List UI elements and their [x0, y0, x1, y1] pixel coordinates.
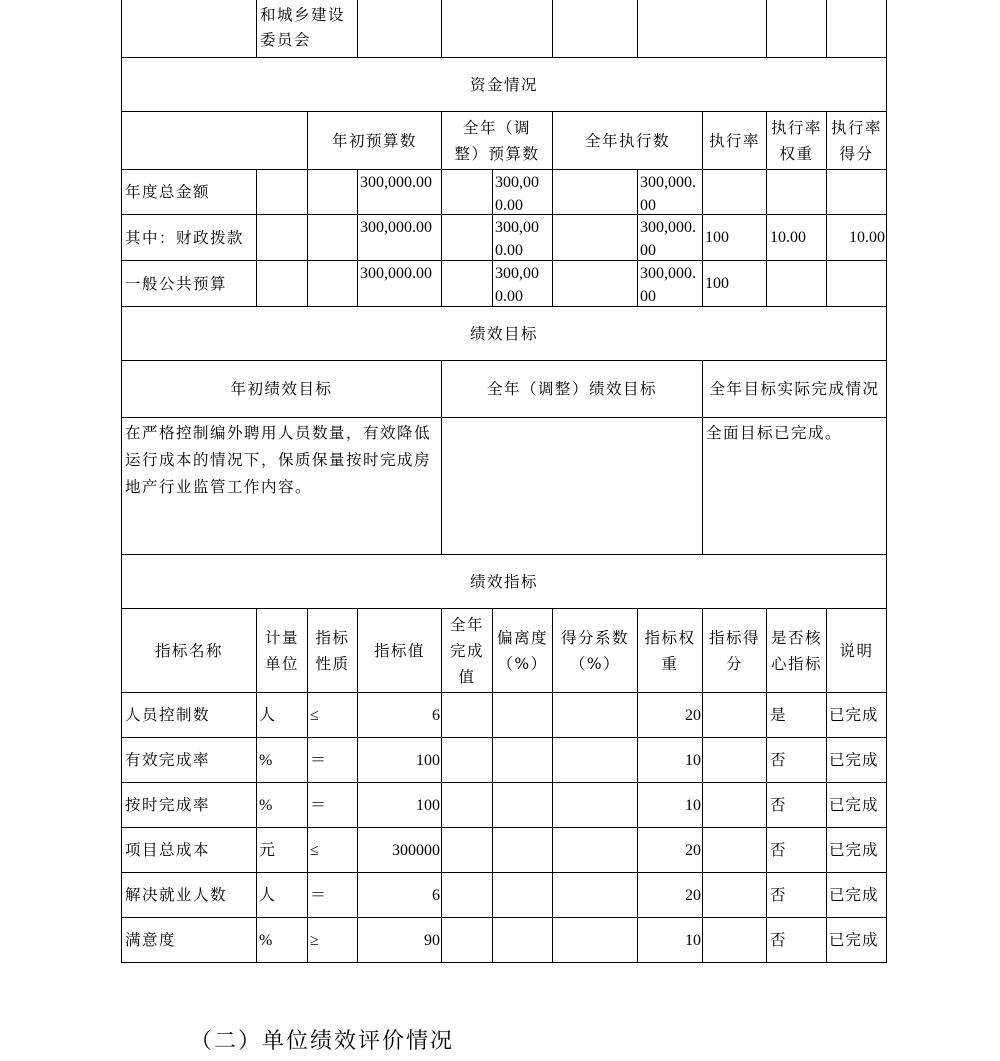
indicator-header-1-text: 计量单位: [264, 628, 299, 673]
indicator-name: [121, 827, 257, 873]
fund-rate-text: 100: [705, 229, 729, 246]
indicator-weight-text: 10: [685, 931, 701, 949]
fund-row-blank: [441, 260, 493, 307]
header-exec-score-text: 执行率得分: [830, 118, 882, 163]
indicator-completed: [441, 692, 493, 738]
indicator-weight-text: 10: [685, 751, 701, 769]
indicator-nature-text: ≤: [310, 706, 319, 724]
indicator-note-text: 已完成: [829, 841, 879, 859]
fund-weight-text: 10.00: [770, 229, 806, 246]
indicator-weight: [637, 872, 703, 918]
indicator-coefficient: [552, 692, 638, 738]
indicator-header-9-text: 是否核心指标: [770, 628, 822, 673]
indicator-core-text: 否: [770, 751, 788, 769]
indicator-value: [357, 782, 442, 828]
indicator-nature: [307, 872, 358, 918]
header-initial-budget: [307, 111, 442, 170]
top-cell-2: [357, 0, 442, 58]
goals-section-title: [121, 306, 887, 361]
indicator-weight: [637, 692, 703, 738]
indicator-unit: [256, 737, 308, 783]
indicator-value-text: 100: [416, 796, 440, 814]
fund-row-label: [121, 260, 257, 307]
fund-score-text: 10.00: [849, 229, 885, 246]
indicator-name-text: 满意度: [125, 931, 177, 949]
indicator-score: [702, 737, 767, 783]
fund-row-blank: [552, 260, 638, 307]
fund-row-label-text: 年度总金额: [125, 183, 211, 201]
indicator-weight-text: 20: [685, 886, 701, 904]
indicator-header-1: [256, 608, 308, 693]
goals-header-adjusted: [441, 360, 703, 418]
goals-adjusted-text: [441, 417, 703, 555]
indicator-completed: [441, 737, 493, 783]
fund-row-blank: [441, 169, 493, 215]
fund-row-blank: [307, 260, 358, 307]
indicator-unit-text: 人: [259, 706, 276, 724]
indicator-unit: [256, 872, 308, 918]
fund-rate: [702, 169, 767, 215]
indicator-header-5-text: 偏离度（%）: [496, 628, 548, 673]
fund-executed-text: 300,000.00: [640, 174, 696, 214]
indicator-header-0-text: 指标名称: [154, 641, 223, 660]
indicator-name-text: 项目总成本: [125, 841, 211, 859]
indicator-unit-text: 人: [259, 886, 276, 904]
goals-header-actual: [702, 360, 887, 418]
indicator-header-7: [637, 608, 703, 693]
indicator-header-6-text: 得分系数（%）: [560, 628, 629, 673]
indicator-nature: [307, 692, 358, 738]
indicator-unit-text: %: [259, 796, 273, 814]
header-exec-rate-text: 执行率: [708, 131, 760, 150]
indicator-value-text: 6: [432, 886, 440, 904]
indicator-note-text: 已完成: [829, 931, 879, 949]
indicator-header-0: [121, 608, 257, 693]
top-cell-0: [121, 0, 257, 58]
fund-initial-text: 300,000.00: [360, 265, 432, 282]
fund-executed: [637, 214, 703, 261]
fund-weight: [766, 214, 827, 261]
section-heading: （二）单位绩效评价情况: [190, 1029, 455, 1054]
top-cell-5: [637, 0, 767, 58]
indicator-value-text: 90: [424, 931, 440, 949]
fund-rate: [702, 260, 767, 307]
indicator-score: [702, 827, 767, 873]
indicator-unit: [256, 917, 308, 963]
header-exec-weight-text: 执行率权重: [770, 118, 822, 163]
indicator-note: [826, 917, 887, 963]
indicator-name-text: 按时完成率: [125, 796, 211, 814]
indicator-deviation: [492, 827, 553, 873]
fund-row-blank: [552, 214, 638, 261]
indicator-name: [121, 737, 257, 783]
indicator-value-text: 6: [432, 706, 440, 724]
fund-row-blank: [307, 214, 358, 261]
indicator-weight-text: 10: [685, 796, 701, 814]
indicator-note-text: 已完成: [829, 751, 879, 769]
indicator-header-4: [441, 608, 493, 693]
indicator-nature-text: ＝: [310, 751, 327, 769]
indicator-note: [826, 827, 887, 873]
indicator-coefficient: [552, 782, 638, 828]
indicators-section-title-text: 绩效指标: [469, 572, 538, 591]
goals-actual-text-text: 全面目标已完成。: [706, 424, 843, 442]
indicator-score: [702, 692, 767, 738]
fund-adjusted: [492, 169, 553, 215]
fund-row-blank: [441, 214, 493, 261]
indicator-header-3: [357, 608, 442, 693]
fund-executed-text: 300,000.00: [640, 219, 696, 259]
indicator-nature: [307, 737, 358, 783]
indicator-completed: [441, 827, 493, 873]
indicator-header-7-text: 指标权重: [644, 628, 696, 673]
fund-initial-text: 300,000.00: [360, 174, 432, 191]
fund-adjusted-text: 300,000.00: [495, 219, 539, 259]
top-cell-6: [766, 0, 827, 58]
fund-row-label-text: 其中：财政拨款: [125, 228, 245, 247]
dept-name-cell-text: 和城乡建设委员会: [260, 6, 346, 49]
indicator-weight-text: 20: [685, 706, 701, 724]
indicator-value-text: 100: [416, 751, 440, 769]
indicator-unit-text: %: [259, 931, 273, 949]
indicator-header-3-text: 指标值: [373, 641, 425, 660]
fund-weight: [766, 169, 827, 215]
header-exec-weight: [766, 111, 827, 170]
indicator-note-text: 已完成: [829, 886, 879, 904]
header-exec-rate: [702, 111, 767, 170]
goals-initial-text: [121, 417, 442, 555]
indicator-header-6: [552, 608, 638, 693]
top-cell-3: [441, 0, 553, 58]
indicator-core: [766, 737, 827, 783]
top-cell-4: [552, 0, 638, 58]
indicator-name: [121, 872, 257, 918]
indicator-nature-text: ＝: [310, 886, 327, 904]
dept-name-cell: [256, 0, 358, 58]
indicator-core: [766, 782, 827, 828]
indicator-header-2: [307, 608, 358, 693]
indicator-coefficient: [552, 872, 638, 918]
indicator-name-text: 解决就业人数: [125, 886, 228, 904]
indicator-nature-text: ≤: [310, 841, 319, 859]
indicator-name: [121, 692, 257, 738]
indicator-score: [702, 917, 767, 963]
fund-row-blank: [256, 169, 308, 215]
header-adjusted-budget: [441, 111, 553, 170]
indicator-header-4-text: 全年完成值: [449, 615, 484, 686]
fund-initial: [357, 214, 442, 261]
funds-section-title-text: 资金情况: [469, 75, 538, 94]
fund-rate-text: 100: [705, 275, 729, 292]
fund-initial: [357, 169, 442, 215]
fund-row-label-text: 一般公共预算: [125, 274, 228, 293]
indicator-note: [826, 692, 887, 738]
header-executed: [552, 111, 703, 170]
fund-row-blank: [256, 260, 308, 307]
indicator-weight: [637, 737, 703, 783]
indicator-value: [357, 872, 442, 918]
indicator-deviation: [492, 737, 553, 783]
goals-header-actual-text: 全年目标实际完成情况: [709, 379, 880, 398]
indicator-weight: [637, 827, 703, 873]
fund-row-label: [121, 214, 257, 261]
indicator-unit-text: 元: [259, 841, 276, 859]
indicator-name: [121, 917, 257, 963]
indicator-weight: [637, 917, 703, 963]
fund-row-label: [121, 169, 257, 215]
top-cell-7: [826, 0, 887, 58]
indicator-weight-text: 20: [685, 841, 701, 859]
fund-initial-text: 300,000.00: [360, 219, 432, 236]
fund-adjusted: [492, 260, 553, 307]
indicator-completed: [441, 782, 493, 828]
indicator-nature: [307, 782, 358, 828]
fund-executed: [637, 169, 703, 215]
fund-adjusted: [492, 214, 553, 261]
indicator-coefficient: [552, 737, 638, 783]
fund-score: [826, 214, 887, 261]
indicator-note: [826, 782, 887, 828]
indicator-header-8: [702, 608, 767, 693]
goals-section-title-text: 绩效目标: [469, 324, 538, 343]
indicator-deviation: [492, 692, 553, 738]
indicator-score: [702, 782, 767, 828]
indicator-header-2-text: 指标性质: [315, 628, 350, 673]
indicator-deviation: [492, 917, 553, 963]
indicator-value: [357, 737, 442, 783]
fund-weight: [766, 260, 827, 307]
indicator-note-text: 已完成: [829, 706, 879, 724]
indicator-coefficient: [552, 917, 638, 963]
indicator-unit-text: %: [259, 751, 273, 769]
fund-rate: [702, 214, 767, 261]
indicator-core-text: 否: [770, 931, 788, 949]
indicator-weight: [637, 782, 703, 828]
indicator-completed: [441, 872, 493, 918]
goals-header-initial: [121, 360, 442, 418]
goals-header-adjusted-text: 全年（调整）绩效目标: [486, 380, 657, 398]
indicator-name: [121, 782, 257, 828]
funds-header-blank: [121, 111, 308, 170]
funds-section-title: [121, 57, 887, 112]
indicator-coefficient: [552, 827, 638, 873]
indicator-value: [357, 827, 442, 873]
fund-row-blank: [552, 169, 638, 215]
indicator-note-text: 已完成: [829, 796, 879, 814]
goals-initial-text-text: 在严格控制编外聘用人员数量，有效降低运行成本的情况下，保质保量按时完成房地产行业监管工作内容。: [125, 424, 432, 496]
indicator-unit: [256, 827, 308, 873]
fund-executed-text: 300,000.00: [640, 265, 696, 305]
indicator-name-text: 人员控制数: [125, 706, 211, 724]
header-executed-text: 全年执行数: [584, 131, 670, 150]
indicator-header-8-text: 指标得分: [708, 628, 760, 673]
fund-executed: [637, 260, 703, 307]
fund-score: [826, 169, 887, 215]
indicator-core: [766, 917, 827, 963]
indicator-core: [766, 692, 827, 738]
indicator-value: [357, 692, 442, 738]
indicator-core-text: 是: [770, 706, 788, 724]
indicator-header-9: [766, 608, 827, 693]
fund-row-blank: [307, 169, 358, 215]
indicator-core: [766, 872, 827, 918]
indicator-completed: [441, 917, 493, 963]
goals-header-initial-text: 年初绩效目标: [230, 380, 333, 398]
goals-actual-text: [702, 417, 887, 555]
indicator-note: [826, 872, 887, 918]
fund-row-blank: [256, 214, 308, 261]
indicator-nature: [307, 827, 358, 873]
indicator-header-5: [492, 608, 553, 693]
indicator-core-text: 否: [770, 796, 788, 814]
indicator-nature: [307, 917, 358, 963]
indicator-unit: [256, 692, 308, 738]
fund-score: [826, 260, 887, 307]
indicator-name-text: 有效完成率: [125, 751, 211, 769]
header-adjusted-budget-text: 全年（调整）预算数: [454, 118, 540, 163]
header-initial-budget-text: 年初预算数: [331, 131, 417, 150]
indicator-header-10-text: 说明: [839, 641, 874, 660]
indicator-core-text: 否: [770, 886, 788, 904]
fund-adjusted-text: 300,000.00: [495, 174, 539, 214]
indicator-note: [826, 737, 887, 783]
indicator-core-text: 否: [770, 841, 788, 859]
indicator-value: [357, 917, 442, 963]
indicator-nature-text: ＝: [310, 796, 327, 814]
indicator-nature-text: ≥: [310, 931, 319, 949]
fund-adjusted-text: 300,000.00: [495, 265, 539, 305]
header-exec-score: [826, 111, 887, 170]
indicator-unit: [256, 782, 308, 828]
indicator-deviation: [492, 872, 553, 918]
fund-initial: [357, 260, 442, 307]
indicator-core: [766, 827, 827, 873]
indicator-header-10: [826, 608, 887, 693]
indicators-section-title: [121, 554, 887, 609]
indicator-score: [702, 872, 767, 918]
indicator-value-text: 300000: [392, 841, 440, 859]
indicator-deviation: [492, 782, 553, 828]
